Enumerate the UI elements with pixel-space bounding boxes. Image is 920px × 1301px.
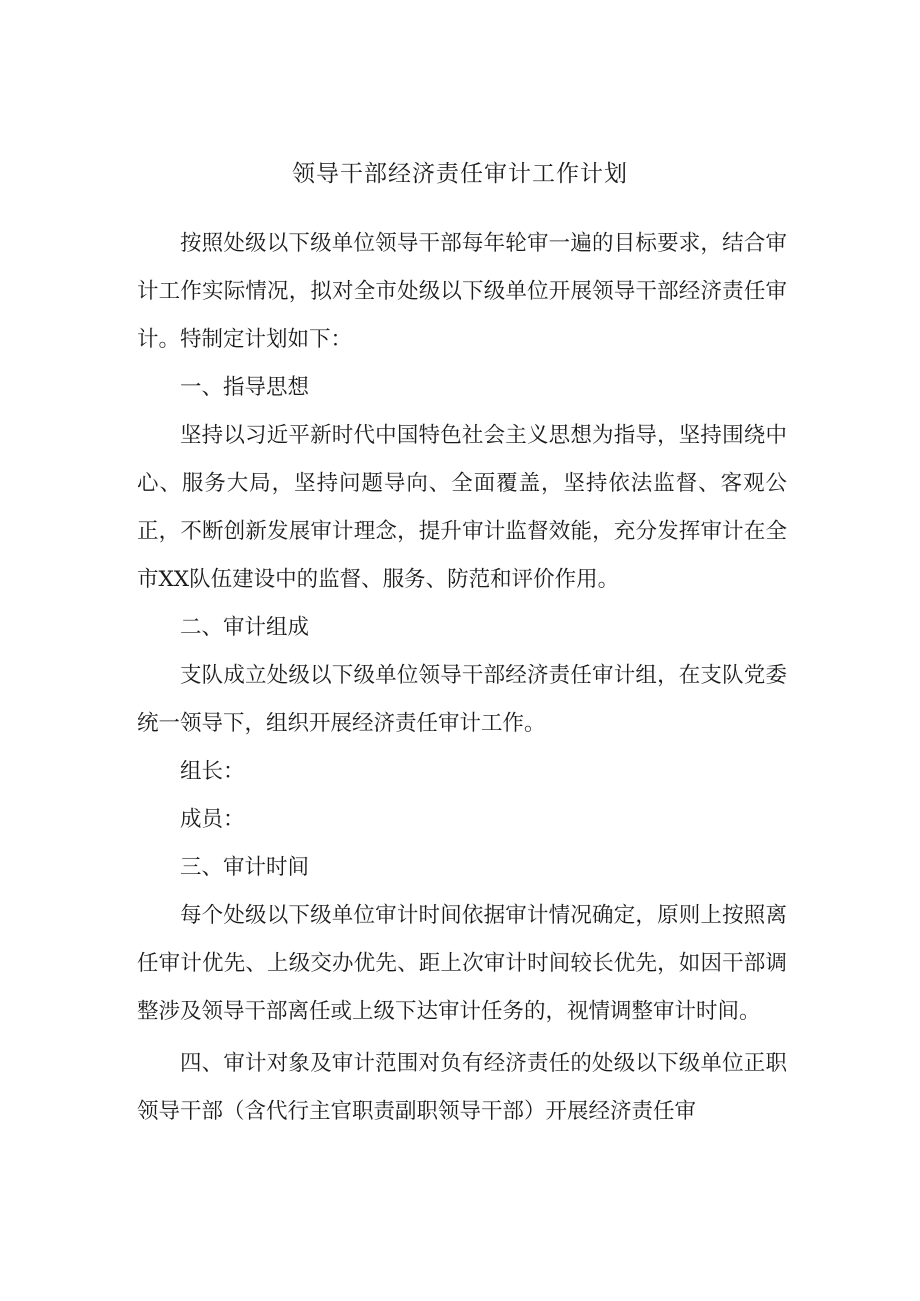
paragraph-audit-composition: 支队成立处级以下级单位领导干部经济责任审计组，在支队党委统一领导下，组织开展经济责任审计工作。 [137,663,787,736]
team-leader-line: 组长： [180,759,245,784]
paragraph-audit-time: 每个处级以下级单位审计时间依据审计情况确定，原则上按照离任审计优先、上级交办优先、距上次审计时间较长优先，如因干部调整涉及领导干部离任或上级下达审计任务的，视情调整审计时间。 [137,903,787,1024]
paragraph-audit-scope: 四、审计对象及审计范围对负有经济责任的处级以下级单位正职领导干部（含代行主官职责副职领导干部）开展经济责任审 [137,1051,787,1124]
heading-guiding-ideology: 一、指导思想 [180,375,310,400]
document-body [137,220,787,1136]
paragraph-guiding-ideology: 坚持以习近平新时代中国特色社会主义思想为指导，坚持围绕中心、服务大局，坚持问题导向、全面覆盖，坚持依法监督、客观公正，不断创新发展审计理念，提升审计监督效能，充分发挥审计在全市XX队伍建设中的监督、服务、防范和评价作用。 [137,423,787,592]
heading-audit-composition: 二、审计组成 [180,615,310,640]
paragraph-intro: 按照处级以下级单位领导干部每年轮审一遍的目标要求，结合审计工作实际情况，拟对全市处级以下级单位开展领导干部经济责任审计。特制定计划如下： [137,231,787,352]
heading-audit-time: 三、审计时间 [180,855,310,880]
team-members-line: 成员： [180,807,245,832]
document-title: 领导干部经济责任审计工作计划 [292,161,628,187]
